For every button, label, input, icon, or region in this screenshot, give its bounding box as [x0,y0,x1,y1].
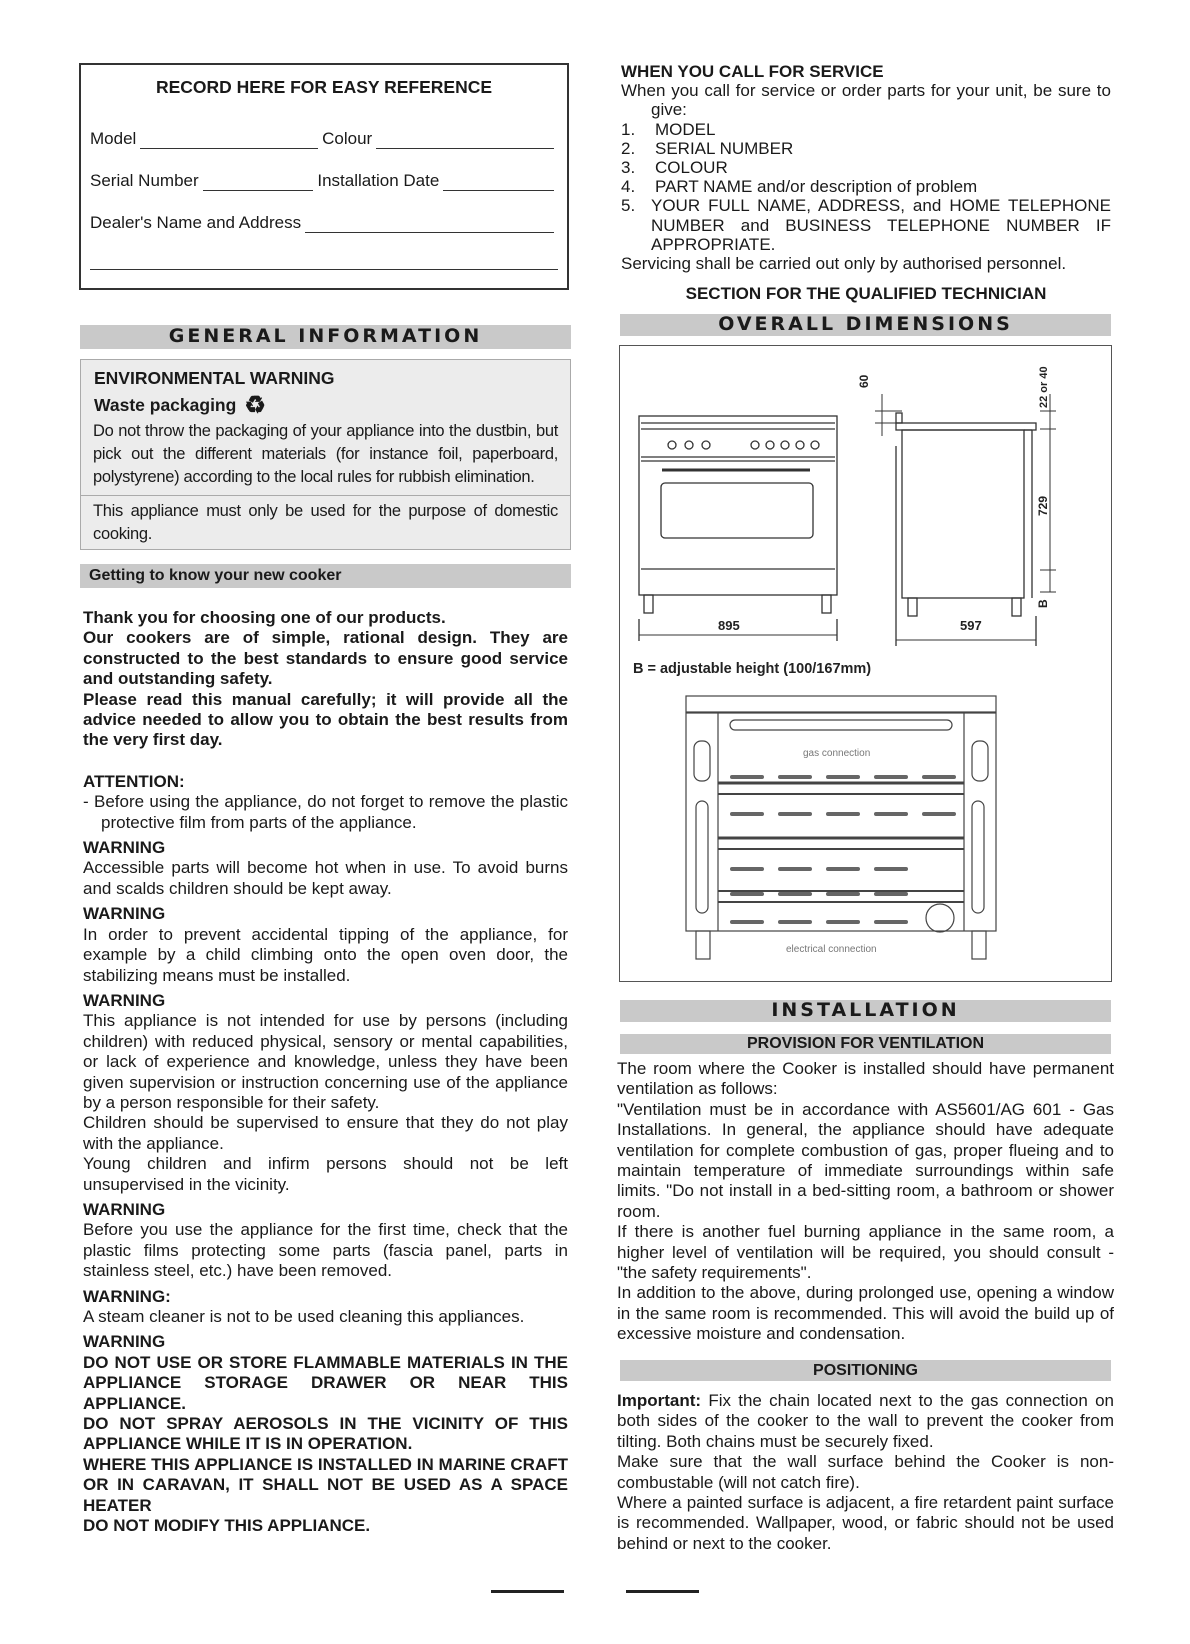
warning-caps: DO NOT SPRAY AEROSOLS IN THE VICINITY OF THIS APPLIANCE WHILE IT IS IN OPERATION. [83,1414,568,1454]
serial-label: Serial Number [90,171,199,190]
attention-title: ATTENTION: [83,771,185,791]
warning-title: WARNING [83,1199,166,1219]
positioning-heading: POSITIONING [620,1360,1111,1381]
warning-text: Children should be supervised to ensure that they do not play with the appliance. [83,1113,568,1153]
depth-label: 597 [960,618,982,633]
ventilation-paragraph: "Ventilation must be in accordance with AS5601/AG 601 - Gas Installations. In general, the appliance should have adequate ventilation for complete combustion of gas, proper flueing and to maintain temperature of immediate surroundings within safe limits. "Do not install in a bed-sitting room, a bathroom or shower room. [617,1099,1114,1221]
service-intro: When you call for service or order parts for your unit, be sure to give: [621,81,1111,120]
domestic-text: This appliance must only be used for the purpose of domestic cooking. [81,495,570,546]
width-label: 895 [718,618,740,633]
important-label: Important: [617,1391,702,1410]
colour-field[interactable] [376,133,554,149]
positioning-text [617,1391,1114,1554]
height-label: 729 [1036,495,1050,516]
side-view [875,394,1056,646]
general-information-heading: GENERAL INFORMATION [80,325,571,349]
install-date-field[interactable] [443,175,554,191]
service-section [621,62,1111,303]
warning-caps: DO NOT USE OR STORE FLAMMABLE MATERIALS IN THE APPLIANCE STORAGE DRAWER OR NEAR THIS APPLIANCE. [83,1352,568,1413]
adjustable-height-note: B = adjustable height (100/167mm) [633,661,872,677]
warning-text: Accessible parts will become hot when in use. To avoid burns and scalds children should be kept away. [83,858,568,898]
service-footer: Servicing shall be carried out only by authorised personnel. [621,254,1067,274]
warning-text: A steam cleaner is not to be used cleaning this appliances. [83,1307,525,1326]
recycle-icon: ♻ [244,391,266,419]
warning-text: In order to prevent accidental tipping of the appliance, for example by a child climbing onto the open oven door, the stabilizing means must be installed. [83,924,568,985]
dimensions-diagram [619,345,1112,982]
dealer-field[interactable] [305,217,554,233]
ventilation-text [617,1059,1114,1345]
service-item: 5. YOUR FULL NAME, ADDRESS, and HOME TELEPHONE NUMBER and BUSINESS TELEPHONE NUMBER IF APPROPRIATE. [621,196,1111,254]
warning-title: WARNING: [83,1286,171,1306]
dealer-label: Dealer's Name and Address [90,213,302,232]
colour-label: Colour [322,129,373,148]
service-item: 4. PART NAME and/or description of problem [621,177,978,197]
ventilation-paragraph: In addition to the above, during prolonged use, opening a window in the same room is recommended. This will avoid the build up of excessive moisture and condensation. [617,1283,1114,1344]
technician-heading: SECTION FOR THE QUALIFIED TECHNICIAN [685,284,1047,304]
env-title: ENVIRONMENTAL WARNING [94,368,335,388]
model-field[interactable] [140,133,318,149]
warning-text: Young children and infirm persons should not be left unsupervised in the vicinity. [83,1154,568,1194]
positioning-paragraph: Where a painted surface is adjacent, a fire retardent paint surface is recommended. Wallpaper, wood, or fabric should not be used behind or next to the cooker. [617,1493,1114,1553]
warning-title: WARNING [83,838,166,858]
left-column [83,608,568,1536]
rear-view [686,696,996,959]
service-list [621,120,1111,254]
gas-connection-label: gas connection [803,748,871,759]
overall-dimensions-heading: OVERALL DIMENSIONS [620,314,1111,336]
warning-text: This appliance is not intended for use by persons (including children) with reduced physical, sensory or mental capabilities, or lack of experience and knowledge, unless they have been given supervision or instruction concerning use of the appliance by a person responsible for their safety. [83,1011,568,1112]
service-item: 2. SERIAL NUMBER [621,138,794,158]
warning-caps: DO NOT MODIFY THIS APPLIANCE. [83,1516,371,1536]
record-title: RECORD HERE FOR EASY REFERENCE [155,77,493,97]
install-date-label: Installation Date [317,171,440,190]
ventilation-heading: PROVISION FOR VENTILATION [620,1034,1111,1054]
intro-line: Thank you for choosing one of our products. [83,608,446,627]
attention-text: - Before using the appliance, do not forget to remove the plastic protective film from parts of the appliance. [83,792,568,832]
service-title: WHEN YOU CALL FOR SERVICE [621,62,884,81]
warning-text: Before you use the appliance for the first time, check that the plastic films protecting some parts (fascia panel, parts in stainless steel, etc.) have been removed. [83,1220,568,1281]
record-box [79,63,569,290]
electrical-connection-label: electrical connection [786,944,877,955]
positioning-paragraph: Fix the chain located next to the gas connection on both sides of the cooker to the wall to prevent the cooker from tilting. Both chains must be securely fixed. [617,1391,1114,1451]
footer-rule-left [491,1590,564,1593]
waste-title: Waste packaging [94,395,237,415]
lid-height-label: 22 or 40 [1038,366,1050,408]
environmental-warning-box [80,359,571,550]
installation-heading: INSTALLATION [620,1000,1111,1022]
intro-paragraph: Our cookers are of simple, rational design. They are constructed to the best standards to ensure good service and outstanding safety. [83,628,568,689]
dealer-field-line2[interactable] [90,269,558,270]
footer-rule-right [626,1590,699,1593]
warning-title: WARNING [83,990,166,1010]
b-label: B [1036,599,1050,608]
positioning-paragraph: Make sure that the wall surface behind the Cooker is non-combustable (will not catch fire). [617,1452,1114,1492]
serial-field[interactable] [203,175,314,191]
service-item: 1. MODEL [621,119,716,139]
service-item: 3. COLOUR [621,158,728,178]
model-label: Model [90,129,137,148]
waste-text: Do not throw the packaging of your appliance into the dustbin, but pick out the different materials (for instance foil, paperboard, polystyrene) according to the local rules for rubbish elimination. [93,422,558,486]
front-view [639,416,837,641]
warning-caps: WHERE THIS APPLIANCE IS INSTALLED IN MARINE CRAFT OR IN CARAVAN, IT SHALL NOT BE USED AS A SPACE HEATER [83,1454,568,1515]
ventilation-paragraph: If there is another fuel burning appliance in the same room, a higher level of ventilation will be required, you should consult - "the safety requirements". [617,1222,1114,1283]
top-height-label: 60 [857,374,871,388]
intro-paragraph: Please read this manual carefully; it will provide all the advice needed to allow you to obtain the best results from the very first day. [83,689,568,750]
warning-title: WARNING [83,904,166,924]
getting-to-know-heading: Getting to know your new cooker [80,564,571,588]
warning-title: WARNING [83,1332,166,1352]
ventilation-paragraph: The room where the Cooker is installed should have permanent ventilation as follows: [617,1059,1114,1099]
dimensions-drawing [620,346,1110,980]
